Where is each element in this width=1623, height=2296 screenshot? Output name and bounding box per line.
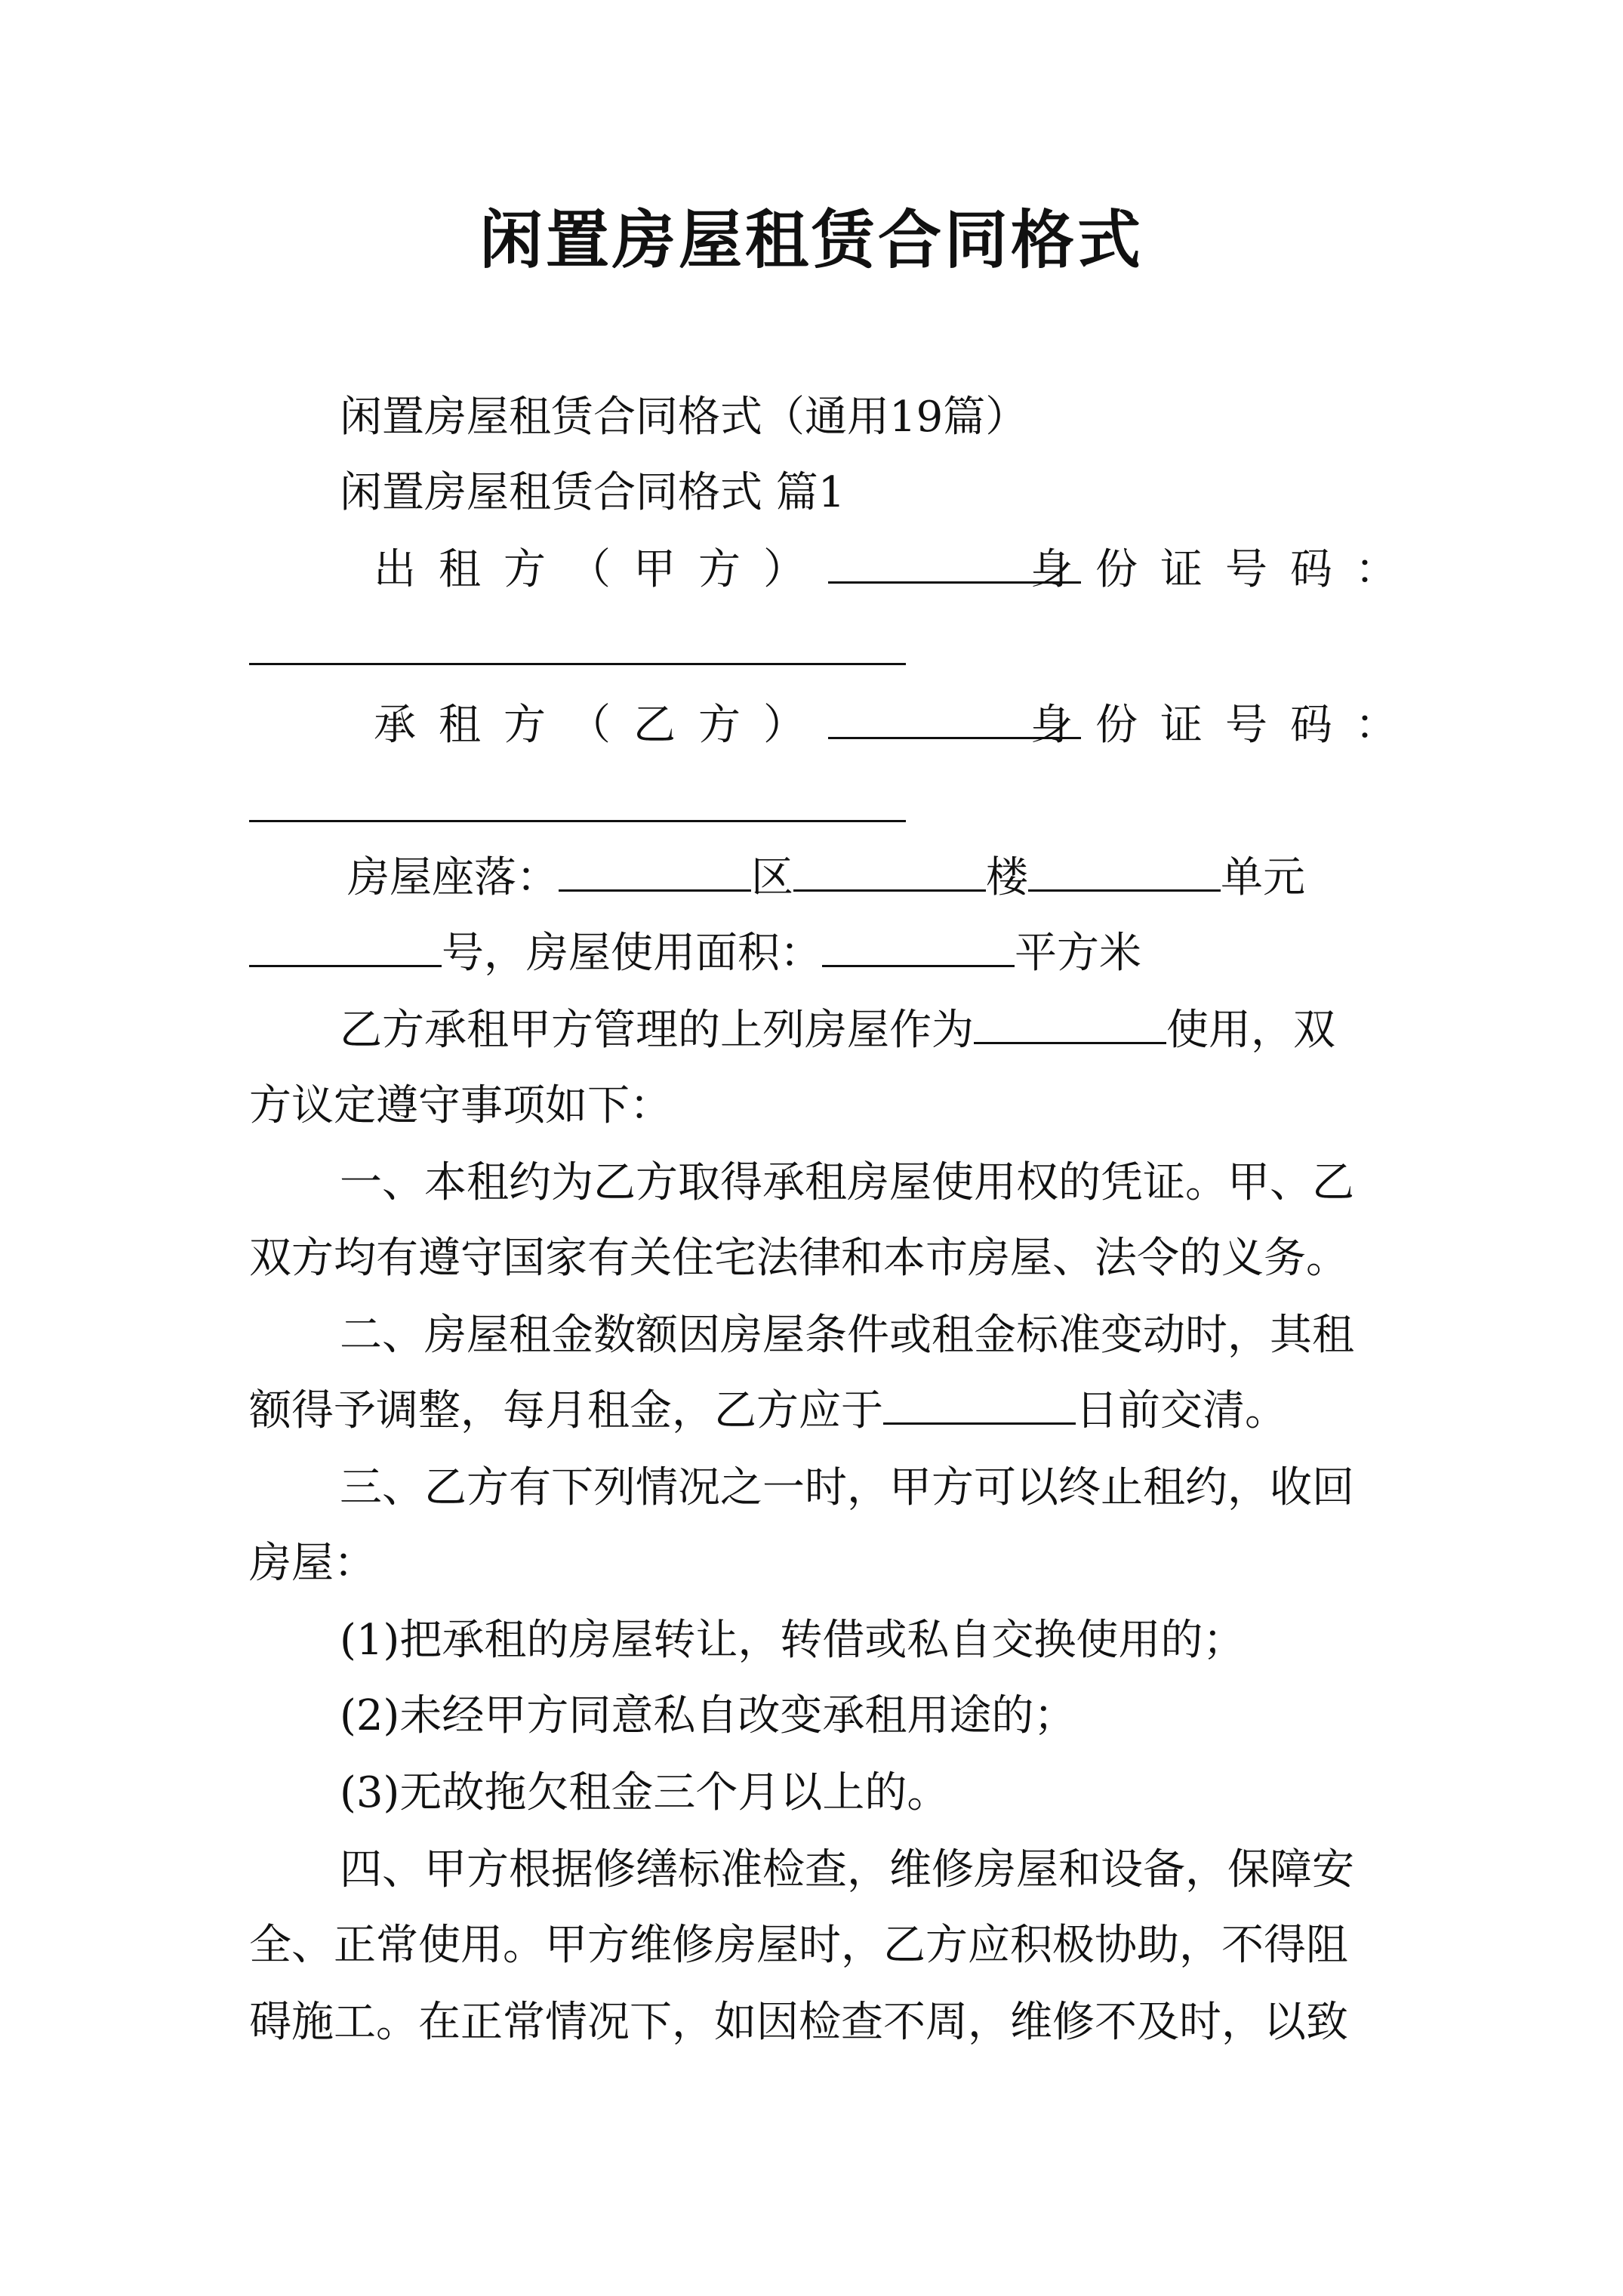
clause-1-line-2: 双方均有遵守国家有关住宅法律和本市房屋、法令的义务。 [249, 1234, 1348, 1283]
clause-3-line-2: 房屋： [249, 1539, 376, 1588]
clause-3-item-3: (3)无故拖欠租金三个月以上的。 [340, 1768, 950, 1817]
clause-1-line-1: 一、本租约为乙方取得承租房屋使用权的凭证。甲、乙 [340, 1158, 1354, 1207]
lessor-id-blank [249, 663, 906, 665]
lessee-id-blank [249, 820, 906, 822]
clause-2-line-2: 额得予调整，每月租金，乙方应于 日前交清。 [249, 1386, 1287, 1435]
lessee-line [374, 701, 1081, 750]
clause-3-item-2: (2)未经甲方同意私自改变承租用途的； [340, 1691, 1076, 1740]
purpose-line-1: 乙方承租甲方管理的上列房屋作为 使用，双 [340, 1006, 1335, 1055]
section-heading: 闲置房屋租赁合同格式 篇1 [340, 468, 845, 517]
district-blank [559, 853, 751, 892]
document-title: 闲置房屋租赁合同格式 [479, 202, 1144, 277]
clause-2-line-1: 二、房屋租金数额因房屋条件或租金标准变动时，其租 [340, 1311, 1354, 1360]
number-blank [249, 929, 442, 967]
clause-3-item-1: (1)把承租的房屋转让，转借或私自交换使用的； [340, 1616, 1246, 1665]
clause-4-line-2: 全、正常使用。甲方维修房屋时，乙方应积极协助，不得阻 [249, 1921, 1348, 1970]
building-blank [793, 853, 986, 892]
lessor-label: 出租方（甲方） [374, 545, 828, 594]
clause-4-line-3: 碍施工。在正常情况下，如因检查不周，维修不及时，以致 [249, 1998, 1348, 2047]
purpose-blank [974, 1006, 1166, 1044]
payment-day-blank [883, 1386, 1076, 1425]
lessee-id-label: 身份证号码： [1030, 701, 1420, 750]
lessor-line [374, 545, 1081, 595]
location-line-2: 号，房屋使用面积： 平方米 [249, 929, 1141, 978]
area-blank [822, 929, 1015, 967]
purpose-line-2: 方议定遵守事项如下： [249, 1081, 672, 1130]
subtitle: 闲置房屋租赁合同格式（通用19篇） [340, 393, 1028, 442]
location-line-1: 房屋座落： 区 楼 单元 [347, 853, 1305, 902]
unit-blank [1028, 853, 1221, 892]
clause-4-line-1: 四、甲方根据修缮标准检查，维修房屋和设备，保障安 [340, 1845, 1354, 1894]
clause-3-line-1: 三、乙方有下列情况之一时，甲方可以终止租约，收回 [340, 1463, 1354, 1512]
lessee-label: 承租方（乙方） [374, 701, 828, 750]
lessor-id-label: 身份证号码： [1030, 545, 1420, 594]
